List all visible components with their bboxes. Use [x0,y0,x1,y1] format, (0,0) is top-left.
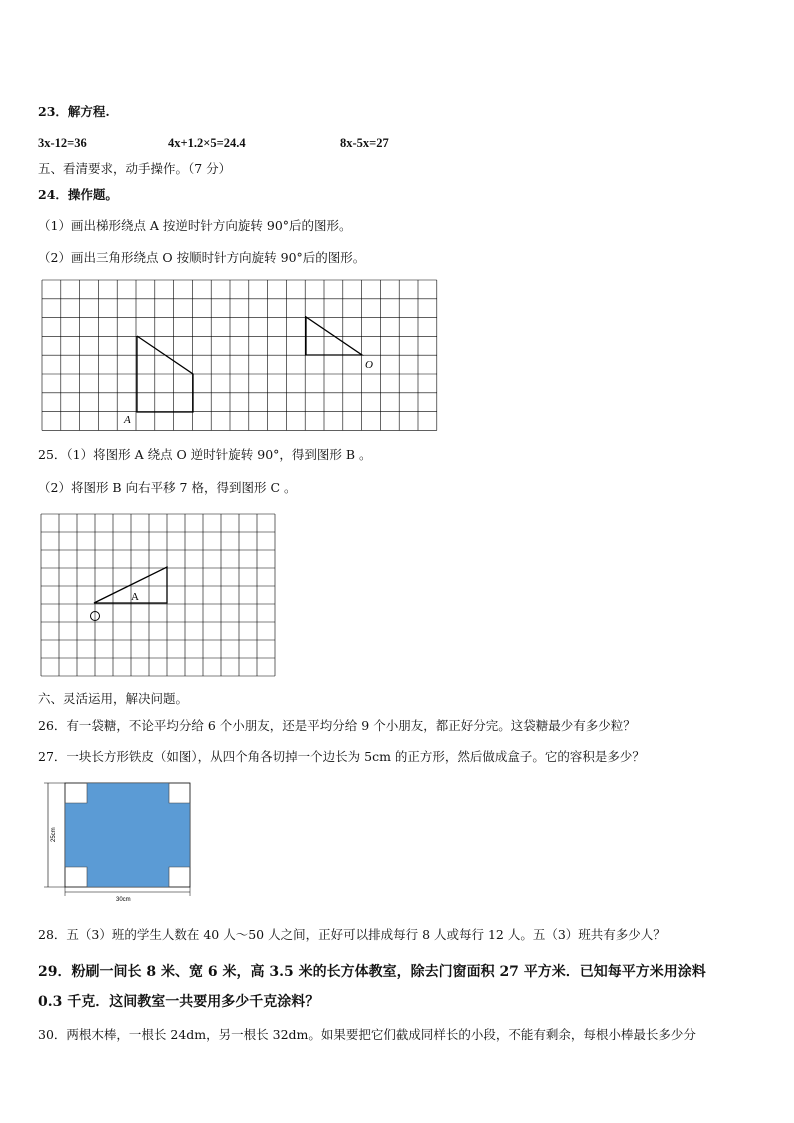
q27-width-label: 30cm [116,897,131,903]
q29-line-2: 0.3 千克．这间教室一共要用多少千克涂料？ [38,994,320,1010]
q27-sheet-figure [40,780,200,905]
q23-title: 23．解方程. [38,104,110,119]
q28-text: 28．五（3）班的学生人数在 40 人～50 人之间，正好可以排成每行 8 人或每行 12 人。五（3）班共有多少人？ [38,927,666,942]
q27-height-label: 25cm [51,827,57,842]
q23-equation-2: 4x+1.2×5=24.4 [168,136,246,150]
q24-part-1: （1）画出梯形绕点 A 按逆时针方向旋转 90°后的图形。 [38,218,352,233]
q27-text: 27．一块长方形铁皮（如图），从四个角各切掉一个边长为 5cm 的正方形，然后做成盒子。它的容积是多少？ [38,749,645,764]
q25-part-2: （2）将图形 B 向右平移 7 格，得到图形 C 。 [38,480,297,495]
q24-grid [42,280,437,430]
q26-text: 26．有一袋糖，不论平均分给 6 个小朋友，还是平均分给 9 个小朋友，都正好分完。这袋糖最少有多少粒？ [38,718,636,733]
q29-line-1: 29．粉刷一间长 8 米、宽 6 米，高 3.5 米的长方体教室，除去门窗面积 27 平方米．已知每平方米用涂料 [38,964,706,980]
q24-triangle [306,317,362,355]
q25-label-a: A [131,591,139,603]
q27-cross-shape [65,783,190,887]
q23-equation-3: 8x-5x=27 [340,136,389,150]
q25-part-1: 25．（1）将图形 A 绕点 O 逆时针旋转 90°，得到图形 B 。 [38,447,372,462]
section-6-heading: 六、灵活运用，解决问题。 [38,691,189,706]
q24-label-a: A [124,414,131,426]
q25-grid-figure [40,513,276,677]
q24-part-2: （2）画出三角形绕点 O 按顺时针方向旋转 90°后的图形。 [38,250,366,265]
q25-grid [41,514,275,676]
section-5-heading: 五、看清要求，动手操作。（7 分） [38,161,232,176]
q24-label-o: O [365,359,373,371]
q24-title: 24．操作题。 [38,187,118,202]
q23-equation-1: 3x-12=36 [38,136,87,150]
q24-grid-figure [40,279,440,434]
q30-text: 30．两根木棒，一根长 24dm，另一根长 32dm。如果要把它们截成同样长的小段，不能有剩余，每根小棒最长多少分 [38,1027,696,1042]
